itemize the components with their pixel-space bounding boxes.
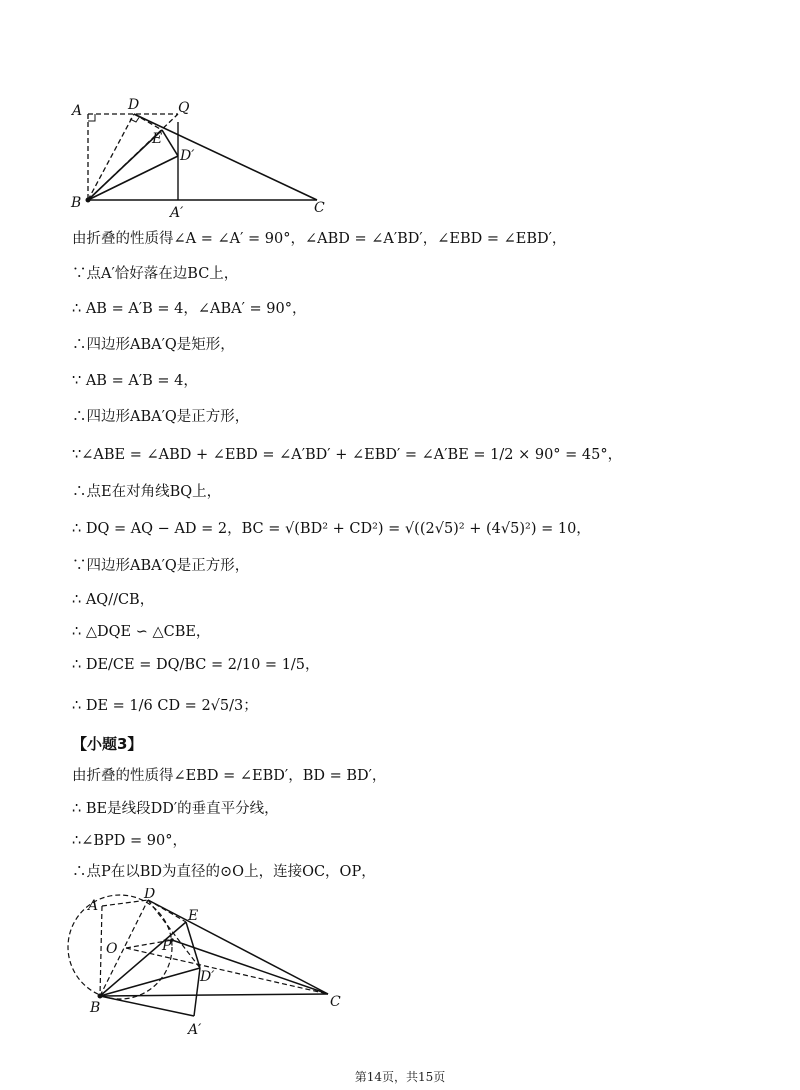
solution-line-3: ∴ AB = A′B = 4，∠ABA′ = 90°，	[72, 301, 307, 317]
label-B: B	[71, 195, 82, 211]
section-heading-subquestion-3: 【小题3】	[72, 735, 143, 753]
label-D-prime: D′	[200, 969, 215, 985]
segment-OC	[126, 948, 328, 994]
solution-line-12: ∴ △DQE ∽ △CBE，	[72, 624, 211, 640]
solution-line-14: ∴ DE = 1/6 CD = 2√5/3；	[72, 698, 258, 714]
solution-line-11: ∴ AQ//CB，	[72, 592, 155, 608]
solution-line-6: ∴四边形ABA′Q是正方形，	[72, 409, 250, 425]
label-A: A	[88, 898, 99, 914]
segment-BE	[88, 130, 162, 200]
figure-2-circle-diagram	[60, 888, 360, 1038]
solution-line-9: ∴ DQ = AQ − AD = 2，BC = √(BD² + CD²) = √((2√5)² + (4√5)²) = 10，	[72, 521, 591, 537]
solution-line-2: ∵点A′恰好落在边BC上，	[72, 266, 239, 282]
segment-AB	[100, 906, 102, 996]
label-C: C	[314, 200, 325, 216]
solution2-line-4: ∴点P在以BD为直径的⊙O上，连接OC，OP，	[72, 864, 376, 880]
label-A-prime: A′	[170, 205, 184, 221]
label-P: P	[162, 938, 172, 954]
label-Q: Q	[178, 100, 190, 116]
segment-BD-prime	[88, 156, 178, 200]
solution2-line-3: ∴∠BPD = 90°，	[72, 833, 187, 849]
page-footer: 第14页，共15页	[354, 1070, 446, 1084]
solution-line-4: ∴四边形ABA′Q是矩形，	[72, 337, 235, 353]
solution2-line-2: ∴ BE是线段DD′的垂直平分线，	[72, 801, 279, 817]
solution-line-7: ∵∠ABE = ∠ABD + ∠EBD = ∠A′BD′ + ∠EBD′ = ∠A′BE = 1/2 × 90° = 45°，	[72, 447, 623, 463]
solution-line-8: ∴点E在对角线BQ上，	[72, 484, 222, 500]
label-A: A	[72, 103, 83, 119]
label-D: D	[128, 97, 140, 113]
segment-BC	[100, 994, 328, 996]
solution-line-13: ∴ DE/CE = DQ/BC = 2/10 = 1/5，	[72, 657, 320, 673]
segment-AD	[102, 900, 148, 906]
point-B	[98, 994, 103, 999]
solution-line-5: ∵ AB = A′B = 4，	[72, 373, 198, 389]
label-E: E	[188, 908, 199, 924]
point-B	[86, 198, 91, 203]
segment-BD-prime	[100, 968, 200, 996]
solution-line-1: 由折叠的性质得∠A = ∠A′ = 90°，∠ABD = ∠A′BD′，∠EBD = ∠EBD′，	[72, 231, 567, 247]
label-C: C	[330, 994, 341, 1010]
label-D-prime: D′	[180, 148, 195, 164]
segment-BD	[88, 114, 134, 200]
label-E: E	[152, 131, 163, 147]
segment-BA-prime	[100, 996, 194, 1016]
right-angle-mark-A	[88, 114, 95, 121]
label-A-prime: A′	[188, 1022, 202, 1038]
segment-DC	[148, 900, 328, 994]
solution-line-10: ∵四边形ABA′Q是正方形，	[72, 558, 250, 574]
solution2-line-1: 由折叠的性质得∠EBD = ∠EBD′，BD = BD′，	[72, 768, 387, 784]
segment-DC	[134, 114, 317, 200]
label-O: O	[106, 941, 118, 957]
label-D: D	[144, 888, 156, 902]
figure-1-folding-diagram	[60, 92, 340, 222]
segment-PC	[172, 940, 328, 994]
label-B: B	[90, 1000, 101, 1016]
